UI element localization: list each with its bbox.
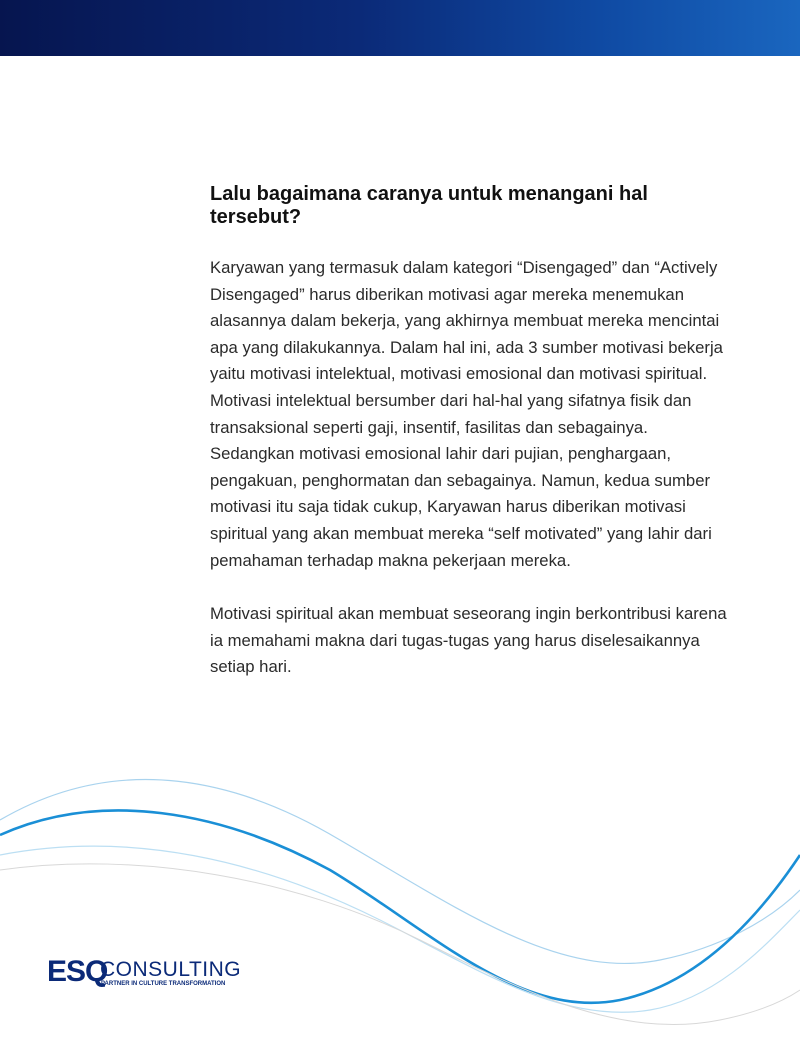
wave-line-grey — [0, 864, 800, 1025]
article-paragraph-1: Karyawan yang termasuk dalam kategori “Disengaged” dan “Actively Disengaged” harus diberikan motivasi agar mereka menemukan alasannya dalam bekerja, yang akhirnya membuat mereka mencintai apa yang dilakukannya. Dalam hal ini, ada 3 sumber motivasi bekerja yaitu motivasi intelektual, motivasi emosional dan motivasi spiritual. Motivasi intelektual bersumber dari hal-hal yang sifatnya fisik dan transaksional seperti gaji, insentif, fasilitas dan sebagainya. Sedangkan motivasi emosional lahir dari pujian, penghargaan, pengakuan, penghormatan dan sebagainya. Namun, kedua sumber motivasi itu saja tidak cukup, Karyawan harus diberikan motivasi spiritual yang akan membuat mereka “self motivated” yang lahir dari pemahaman terhadap makna pekerjaan mereka. — [210, 258, 723, 570]
header-gradient-bar — [0, 0, 800, 56]
decorative-waves — [0, 760, 800, 1050]
logo-name: CONSULTING — [100, 958, 242, 981]
article-heading: Lalu bagaimana caranya untuk menangani hal tersebut? — [210, 183, 648, 228]
article-body — [210, 183, 730, 681]
logo-mark: ESQ — [47, 955, 108, 988]
article-paragraph-2: Motivasi spiritual akan membuat seseorang ingin berkontribusi karena ia memahami makna dari tugas-tugas yang harus diselesaikannya setiap hari. — [210, 604, 727, 677]
wave-line-light-top — [0, 780, 800, 964]
logo-tagline: PARTNER IN CULTURE TRANSFORMATION — [101, 981, 226, 987]
